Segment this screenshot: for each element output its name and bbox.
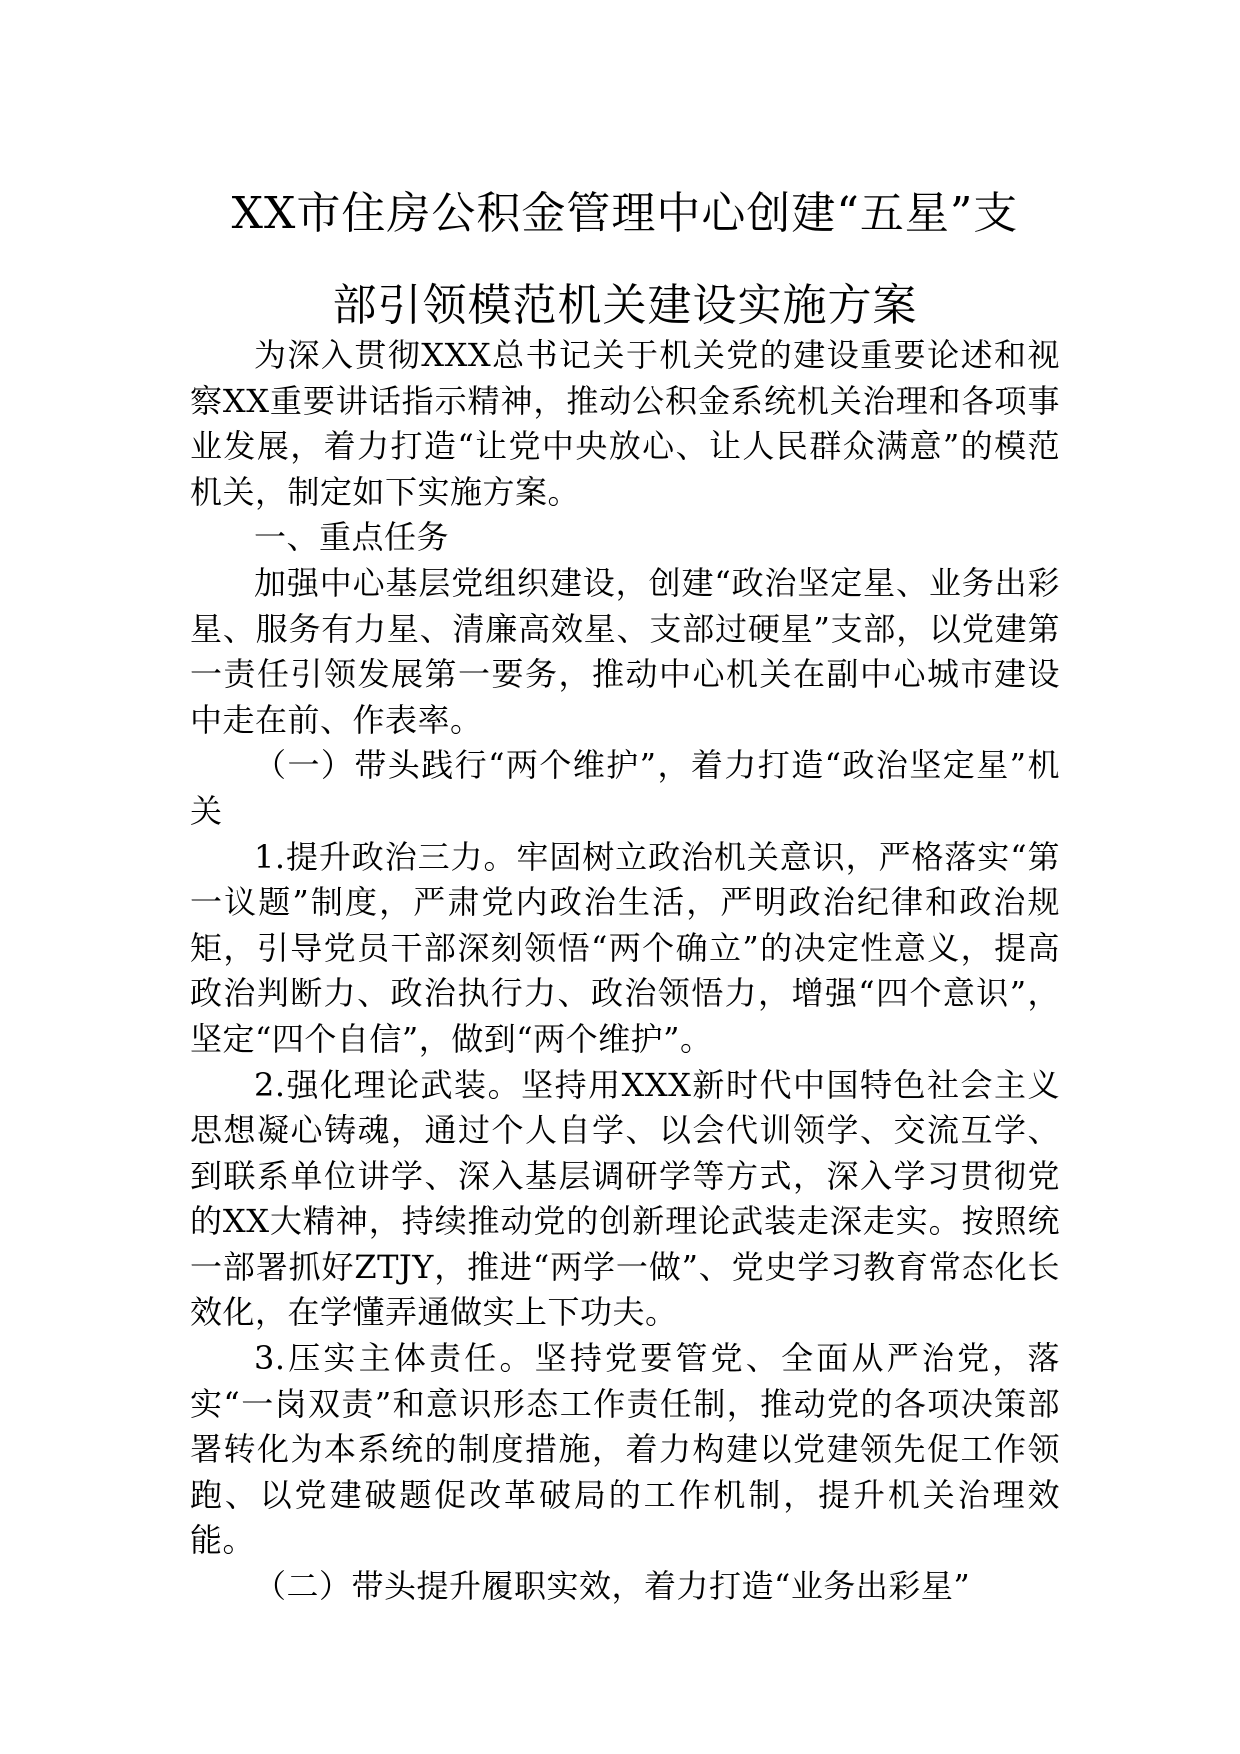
intro-paragraph: 为深入贯彻XXX总书记关于机关党的建设重要论述和视察XX重要讲话指示精神，推动公积金系统机关治理和各项事业发展，着力打造“让党中央放心、让人民群众满意”的模范机关，制定如下实施方案。: [190, 336, 1060, 511]
section-intro-paragraph: 加强中心基层党组织建设，创建“政治坚定星、业务出彩星、服务有力星、清廉高效星、支部过硬星”支部，以党建第一责任引领发展第一要务，推动中心机关在副中心城市建设中走在前、作表率。: [190, 563, 1060, 739]
document-title: [190, 168, 1060, 352]
document-body: [190, 333, 1060, 1610]
title-line-1: XX市住房公积金管理中心创建“五星”支: [231, 188, 1019, 239]
item-paragraph-1: 1.提升政治三力。牢固树立政治机关意识，严格落实“第一议题”制度，严肃党内政治生活，严明政治纪律和政治规矩，引导党员干部深刻领悟“两个确立”的决定性意义，提高政治判断力、政治执行力、政治领悟力，增强“四个意识”，坚定“四个自信”，做到“两个维护”。: [190, 837, 1060, 1058]
item-paragraph-2: 2.强化理论武装。坚持用XXX新时代中国特色社会主义思想凝心铸魂，通过个人自学、以会代训领学、交流互学、到联系单位讲学、深入基层调研学等方式，深入学习贯彻党的XX大精神，持续推动党的创新理论武装走深走实。按照统一部署抓好ZTJY，推进“两学一做”、党史学习教育常态化长效化，在学懂弄通做实上下功夫。: [190, 1065, 1060, 1332]
subsection-heading-2: （二）带头提升履职实效，着力打造“业务出彩星”: [254, 1567, 971, 1606]
title-line-2: 部引领模范机关建设实施方案: [332, 280, 918, 331]
section-heading: 一、重点任务: [254, 518, 450, 557]
item-paragraph-3: 3.压实主体责任。坚持党要管党、全面从严治党，落实“一岗双责”和意识形态工作责任制，推动党的各项决策部署转化为本系统的制度措施，着力构建以党建领先促工作领跑、以党建破题促改革破局的工作机制，提升机关治理效能。: [190, 1339, 1060, 1560]
subsection-heading-1: （一）带头践行“两个维护”，着力打造“政治坚定星”机关: [190, 746, 1060, 830]
